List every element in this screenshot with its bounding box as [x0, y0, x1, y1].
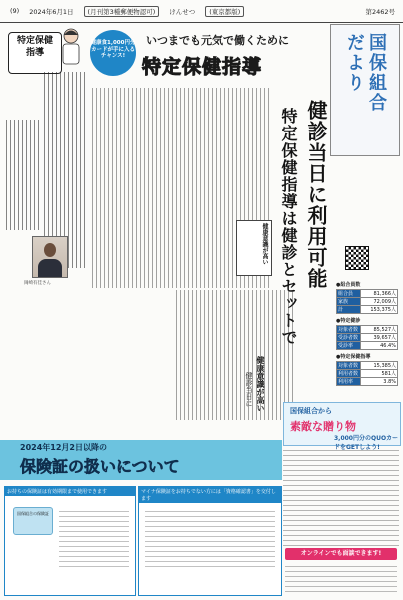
masthead-col2: だより	[344, 33, 365, 93]
stat-value: 15,385人	[361, 362, 398, 370]
box-a-text	[59, 507, 129, 567]
stats-title-2: ●特定保健指導	[336, 354, 371, 360]
stats-guidance	[336, 361, 398, 386]
box-a-caption: お持ちの保険証は有効期限まで使用できます	[5, 487, 135, 496]
masthead	[330, 24, 400, 156]
page-number: (9)	[10, 7, 20, 15]
stat-value: 85,527人	[361, 326, 398, 334]
issue-date: 2024年6月1日	[29, 7, 74, 16]
bottom-right-text	[285, 562, 397, 592]
stat-label: 組合員	[337, 290, 361, 298]
online-interview-label: オンラインでも面談できます!	[285, 548, 397, 560]
section-label-line2: 指導	[25, 48, 44, 58]
stat-label: 対象者数	[337, 362, 361, 370]
vertical-head-a: 健康意識が高い	[256, 356, 265, 412]
stat-label: 対象者数	[337, 326, 361, 334]
photo-caption: 岡崎有佳さん	[24, 281, 51, 286]
main-headline: 健診当日に利用可能	[304, 100, 328, 289]
feature-subtitle: いつまでも元気で働くために	[146, 34, 289, 47]
section-label	[8, 32, 62, 74]
feature-title	[86, 24, 322, 84]
stats-checkup	[336, 325, 398, 350]
stat-value: 3.8%	[361, 378, 398, 386]
staff-photo	[32, 236, 68, 278]
promo-text	[283, 448, 399, 546]
feature-main-title: 特定保健指導	[142, 56, 263, 78]
stats-members	[336, 289, 398, 314]
promo-line1: 国保組合から	[290, 407, 332, 415]
paper-name: けんせつ	[169, 7, 196, 16]
stat-value: 581人	[361, 370, 398, 378]
section-label-line1: 特定保健	[16, 36, 53, 46]
confirmation-doc-box	[138, 486, 282, 596]
masthead-col1: 国保組合	[366, 33, 387, 113]
stats-title-1: ●特定健診	[336, 318, 361, 324]
stat-value: 46.4%	[361, 342, 398, 350]
stat-value: 153,375人	[361, 306, 398, 314]
article-body-2	[176, 290, 296, 420]
insurance-card-banner	[0, 440, 282, 480]
gift-badge: 健康食1,000円分カードが手に入るチャンス!	[90, 30, 136, 76]
promo-line3: 3,000円分のQUOカードをGETしよう!	[334, 435, 399, 451]
banner-date: 2024年12月2日以降の	[20, 443, 107, 452]
promo-line2: 素敵な贈り物	[290, 420, 356, 433]
page-header	[0, 0, 403, 23]
stats-title-0: ●組合員数	[336, 282, 361, 288]
vertical-head-b: 健診当日に	[245, 372, 253, 407]
banner-title: 保険証の扱いについて	[20, 457, 180, 476]
insurance-card: 国保組合の保険証	[13, 507, 53, 535]
quo-card-promo	[283, 402, 401, 451]
box-b-text	[145, 507, 275, 567]
sidebar-text-2	[6, 120, 40, 230]
stat-value: 72,009人	[361, 298, 398, 306]
stat-label: 計	[337, 306, 361, 314]
pharmacist-illustration	[58, 26, 84, 66]
sub-headline: 特定保健指導は健診とセットで	[279, 108, 298, 346]
stat-value: 81,366人	[361, 290, 398, 298]
left-sidebar	[4, 24, 86, 310]
qr-code[interactable]	[345, 246, 369, 270]
current-card-box	[4, 486, 136, 596]
stat-label: 受診者数	[337, 334, 361, 342]
stat-label: 家族	[337, 298, 361, 306]
edition-tag: (東京都版)	[205, 6, 244, 17]
issue-number: 第2462号	[365, 7, 395, 16]
stat-label: 受診率	[337, 342, 361, 350]
box-b-caption: マイナ保険証をお持ちでない方には「資格確認書」を交付します	[139, 487, 281, 503]
stat-value: 39,657人	[361, 334, 398, 342]
callout-box: 健康意識が高い	[236, 220, 272, 276]
mail-tag: (月刊第3種郵便物認可)	[84, 6, 160, 17]
stat-label: 利用者数	[337, 370, 361, 378]
stat-label: 利用率	[337, 378, 361, 386]
stats-table	[336, 278, 398, 386]
